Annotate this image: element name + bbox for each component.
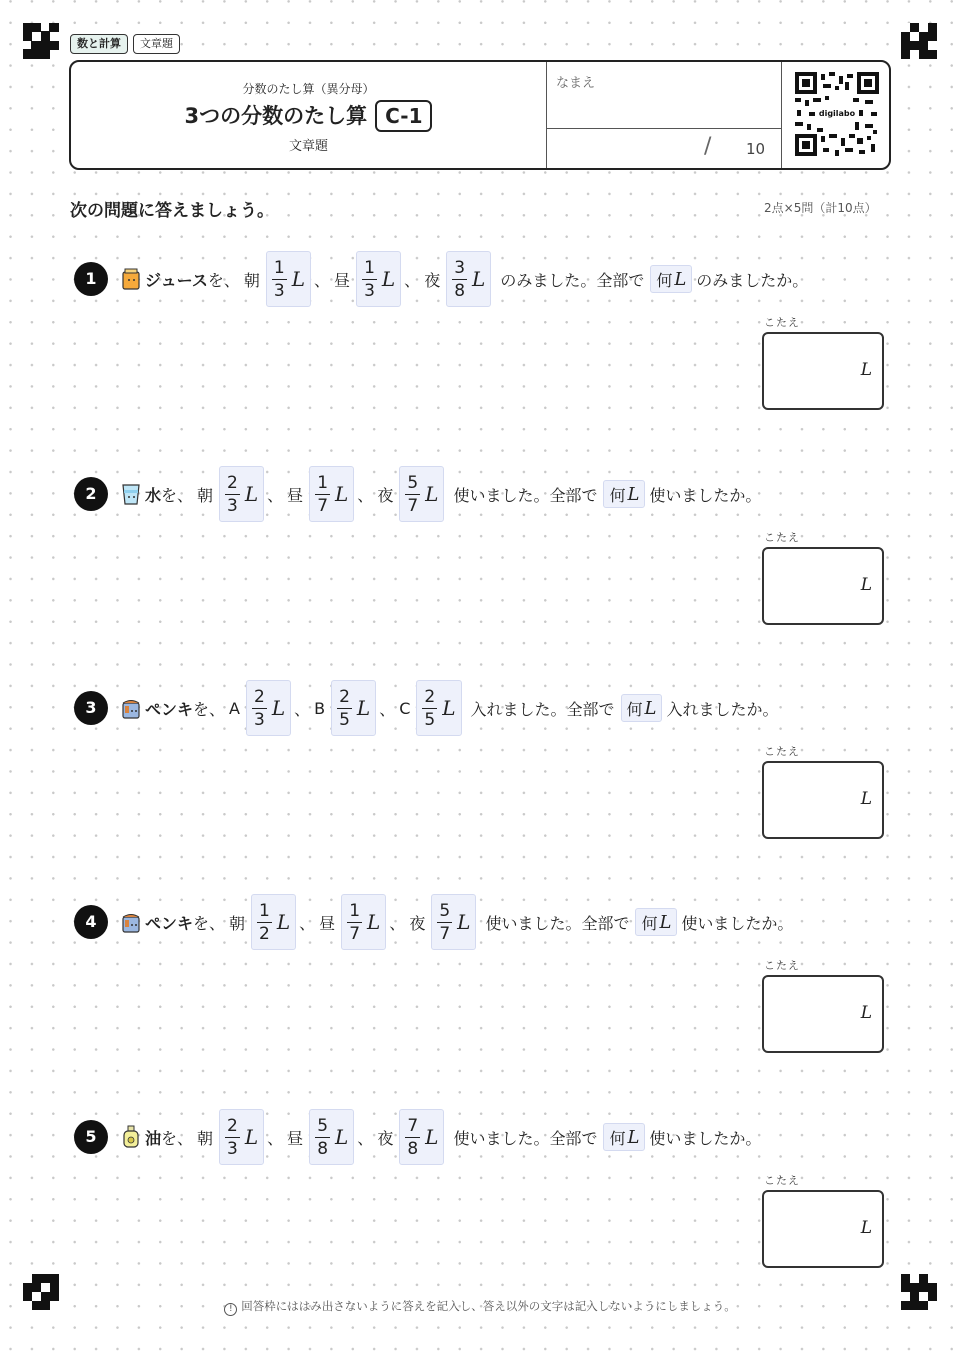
unit-l: L	[627, 483, 640, 505]
denominator: 7	[407, 495, 419, 516]
ask-box	[603, 480, 645, 508]
particle-text: を、	[161, 1128, 194, 1148]
unit-l: L	[356, 696, 371, 720]
juice-icon	[120, 267, 142, 291]
fraction	[225, 472, 240, 517]
fraction-box	[446, 251, 491, 307]
fraction	[315, 472, 330, 517]
question-middle: 使いました。全部で	[453, 1128, 598, 1148]
answer-label: こたえ	[764, 1174, 800, 1187]
question-1	[74, 250, 934, 310]
fraction-box	[416, 680, 461, 736]
fraction-box	[356, 251, 401, 307]
question-text	[120, 1108, 761, 1166]
qr-label: digilabo	[818, 109, 856, 118]
numerator: 1	[364, 257, 375, 278]
question-end: 使いましたか。	[649, 1128, 762, 1148]
unit-l: L	[276, 910, 291, 934]
unit-l: L	[271, 696, 286, 720]
tag-type: 文章題	[133, 34, 180, 54]
worksheet-title	[71, 100, 546, 132]
fraction	[337, 686, 352, 731]
score-slash: /	[704, 134, 712, 159]
numerator: 1	[317, 472, 329, 493]
unit-l: L	[367, 910, 381, 934]
particle-text: を、	[161, 485, 194, 505]
fraction	[272, 257, 287, 302]
ask-box	[650, 265, 692, 293]
part-label: 夜	[409, 913, 426, 933]
denominator: 3	[273, 280, 285, 301]
question-middle: 使いました。全部で	[453, 485, 598, 505]
answer-box-2[interactable]	[762, 547, 884, 625]
part-label: 夜	[424, 270, 441, 290]
fraction-box	[251, 894, 296, 950]
denominator: 2	[259, 923, 270, 944]
part-label: 昼	[334, 270, 351, 290]
ask-word: 何	[656, 270, 673, 290]
separator: 、	[267, 485, 284, 505]
info-icon: !	[224, 1303, 237, 1316]
denominator: 3	[364, 280, 375, 301]
fraction-box	[399, 1109, 444, 1165]
separator: 、	[267, 1128, 284, 1148]
numerator: 5	[317, 1115, 329, 1136]
separator: 、	[314, 270, 331, 290]
numerator: 5	[407, 472, 419, 493]
question-text	[120, 893, 793, 951]
question-4	[74, 893, 934, 953]
question-number: 1	[74, 262, 108, 296]
title-text: 3つの分数のたし算	[184, 104, 368, 128]
question-text	[120, 679, 779, 737]
water-icon	[120, 482, 142, 506]
item-name: 水	[145, 485, 162, 505]
answer-box-3[interactable]	[762, 761, 884, 839]
part-label: 夜	[377, 1128, 394, 1148]
numerator: 1	[349, 900, 361, 921]
fraction-box	[246, 680, 291, 736]
unit-l: L	[335, 482, 349, 506]
denominator: 7	[349, 923, 361, 944]
fraction	[405, 472, 420, 517]
fraction-box	[219, 1109, 264, 1165]
fraction	[452, 257, 467, 302]
denominator: 3	[253, 709, 265, 730]
numerator: 1	[273, 257, 285, 278]
particle-text: を、	[207, 270, 240, 290]
score-total: 10	[746, 140, 766, 158]
fraction-box	[331, 680, 376, 736]
part-label: 昼	[287, 1128, 304, 1148]
points-info: 2点×5問（計10点）	[764, 201, 877, 215]
unit-l: L	[627, 1126, 640, 1148]
denominator: 7	[439, 923, 451, 944]
answer-label: こたえ	[764, 531, 800, 544]
question-end: のみましたか。	[696, 270, 809, 290]
question-number: 2	[74, 477, 108, 511]
answer-label: こたえ	[764, 316, 800, 329]
unit-l: L	[291, 267, 306, 291]
fraction	[347, 900, 362, 945]
footer-note	[0, 1298, 960, 1316]
separator: 、	[299, 913, 316, 933]
question-number: 4	[74, 905, 108, 939]
fraction-box	[309, 466, 354, 522]
numerator: 7	[407, 1115, 419, 1136]
fraction	[422, 686, 437, 731]
unit-l: L	[472, 267, 486, 291]
part-label: 朝	[197, 1128, 214, 1148]
denominator: 8	[407, 1138, 419, 1159]
answer-label: こたえ	[764, 959, 800, 972]
question-middle: 入れました。全部で	[470, 699, 615, 719]
unit-l: L	[674, 268, 687, 290]
title-block	[71, 62, 547, 168]
unit-l: L	[244, 482, 259, 506]
unit-l: L	[644, 697, 657, 719]
question-number: 3	[74, 691, 108, 725]
question-3	[74, 679, 934, 739]
question-middle: のみました。全部で	[500, 270, 645, 290]
instruction: 次の問題に答えましょう。	[70, 201, 274, 221]
corner-marker-top-left	[23, 23, 59, 59]
denominator: 5	[339, 709, 350, 730]
unit-l: L	[457, 910, 471, 934]
part-label: 昼	[287, 485, 304, 505]
item-name: 油	[145, 1128, 162, 1148]
score-field[interactable]	[546, 128, 782, 168]
ask-word: 何	[626, 699, 643, 719]
numerator: 3	[454, 257, 466, 278]
answer-unit: L	[860, 1218, 872, 1238]
answer-unit: L	[860, 360, 872, 380]
name-field[interactable]	[546, 62, 782, 129]
answer-unit: L	[860, 1003, 872, 1023]
part-label: 朝	[197, 485, 214, 505]
denominator: 8	[317, 1138, 329, 1159]
worksheet-header	[69, 60, 891, 170]
worksheet-category: 文章題	[288, 139, 328, 154]
part-label: A	[229, 698, 240, 718]
fraction	[257, 900, 272, 945]
numerator: 2	[227, 472, 238, 493]
part-label: 朝	[243, 270, 260, 290]
part-label: B	[314, 698, 326, 718]
answer-box-1[interactable]	[762, 332, 884, 410]
particle-text: を、	[193, 699, 226, 719]
separator: 、	[379, 699, 396, 719]
separator: 、	[389, 913, 406, 933]
numerator: 5	[439, 900, 451, 921]
unit-l: L	[425, 1125, 439, 1149]
footer-text: 回答枠にははみ出さないように答えを記入し、答え以外の文字は記入しないようにしましょう。	[241, 1299, 736, 1313]
numerator: 2	[424, 686, 436, 707]
item-name: ジュース	[145, 270, 208, 290]
worksheet-code: C-1	[375, 100, 432, 132]
part-label: 昼	[319, 913, 336, 933]
fraction-box	[341, 894, 386, 950]
unit-l: L	[425, 482, 439, 506]
question-end: 使いましたか。	[649, 485, 762, 505]
separator: 、	[357, 485, 374, 505]
answer-box-5[interactable]	[762, 1190, 884, 1268]
numerator: 2	[253, 686, 265, 707]
denominator: 7	[317, 495, 329, 516]
separator: 、	[404, 270, 421, 290]
particle-text: を、	[193, 913, 226, 933]
corner-marker-top-right	[901, 23, 937, 59]
fraction	[405, 1115, 420, 1160]
question-end: 入れましたか。	[666, 699, 779, 719]
fraction-box	[309, 1109, 354, 1165]
ask-box	[621, 694, 663, 722]
fraction	[315, 1115, 330, 1160]
denominator: 3	[227, 1138, 238, 1159]
fraction-box	[266, 251, 311, 307]
ask-box	[635, 908, 677, 936]
unit-l: L	[381, 267, 396, 291]
unit-l: L	[659, 911, 672, 933]
question-middle: 使いました。全部で	[485, 913, 630, 933]
denominator: 5	[424, 709, 436, 730]
separator: 、	[294, 699, 311, 719]
numerator: 2	[339, 686, 350, 707]
fraction-box	[431, 894, 476, 950]
numerator: 2	[227, 1115, 238, 1136]
question-text	[120, 250, 808, 308]
fraction	[252, 686, 267, 731]
part-label: 朝	[229, 913, 246, 933]
part-label: 夜	[377, 485, 394, 505]
ask-word: 何	[609, 1128, 626, 1148]
paint-icon	[120, 910, 142, 934]
fraction	[437, 900, 452, 945]
denominator: 8	[454, 280, 466, 301]
qr-code-icon	[795, 72, 879, 156]
ask-word: 何	[609, 485, 626, 505]
question-end: 使いましたか。	[681, 913, 794, 933]
numerator: 1	[259, 900, 270, 921]
ask-box	[603, 1123, 645, 1151]
name-label: なまえ	[556, 76, 596, 91]
answer-box-4[interactable]	[762, 975, 884, 1053]
item-name: ペンキ	[145, 913, 194, 933]
fraction-box	[399, 466, 444, 522]
unit-l: L	[442, 696, 456, 720]
item-name: ペンキ	[145, 699, 194, 719]
question-number: 5	[74, 1120, 108, 1154]
question-5	[74, 1108, 934, 1168]
worksheet-subtitle: 分数のたし算（異分母）	[242, 82, 375, 96]
part-label: C	[399, 698, 411, 718]
ask-word: 何	[641, 913, 658, 933]
tag-topic: 数と計算	[70, 34, 128, 54]
question-text	[120, 465, 761, 523]
paint-icon	[120, 696, 142, 720]
answer-label: こたえ	[764, 745, 800, 758]
fraction	[362, 257, 377, 302]
unit-l: L	[335, 1125, 349, 1149]
answer-unit: L	[860, 789, 872, 809]
question-2	[74, 465, 934, 525]
separator: 、	[357, 1128, 374, 1148]
oil-icon	[120, 1125, 142, 1149]
fraction	[225, 1115, 240, 1160]
fraction-box	[219, 466, 264, 522]
answer-unit: L	[860, 575, 872, 595]
unit-l: L	[244, 1125, 259, 1149]
denominator: 3	[227, 495, 238, 516]
